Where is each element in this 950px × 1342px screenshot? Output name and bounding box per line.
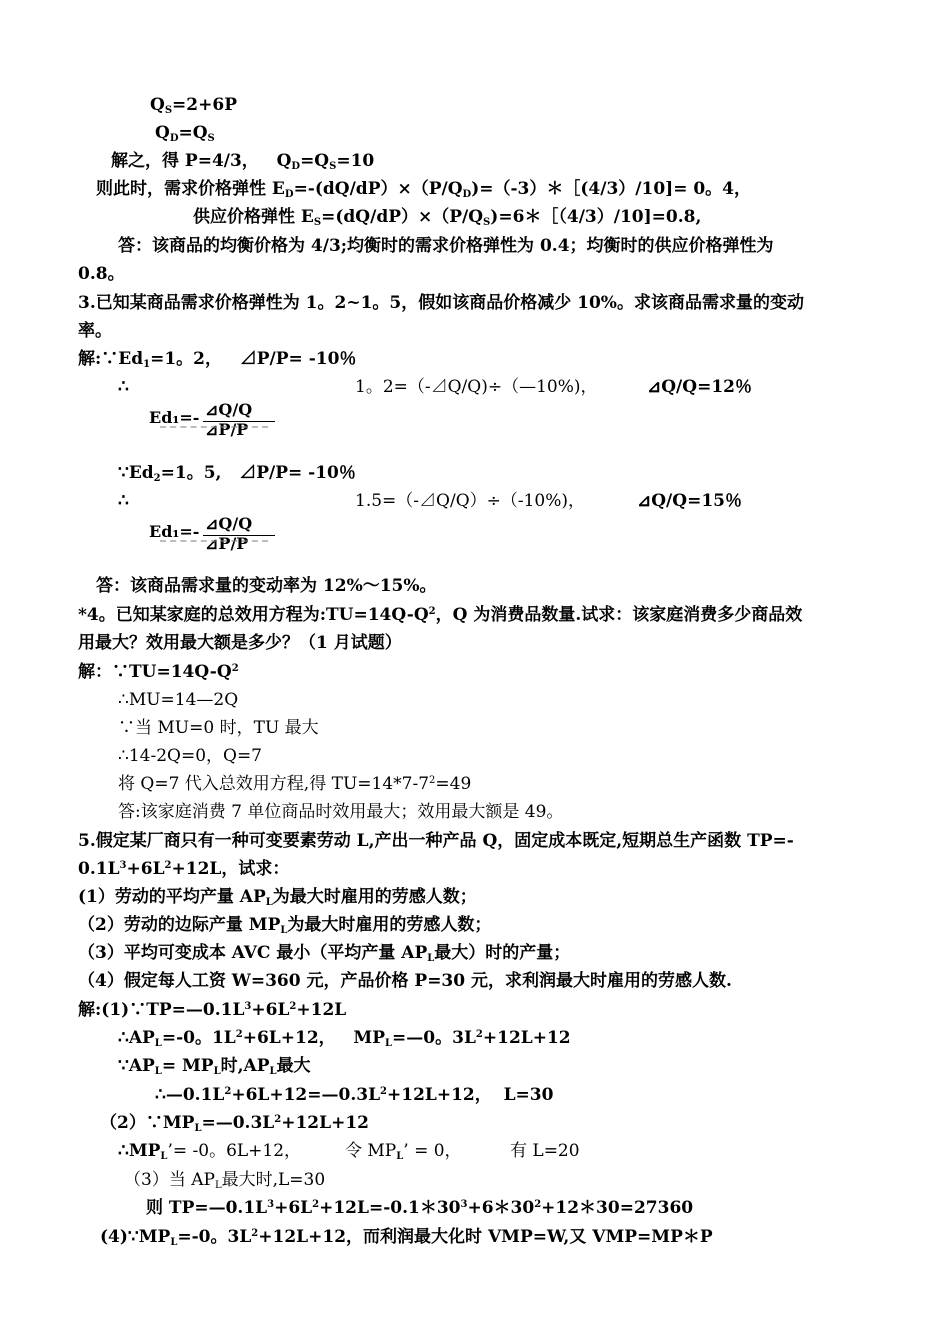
answer-4: 答:该家庭消费 7 单位商品时效用最大；效用最大额是 49。	[118, 802, 564, 822]
therefore-symbol: ∴	[118, 377, 129, 397]
solution-5-tp-value: 则 $TP=—0.1L^3+6L^2+12L=-0.1*30^3+6*30^2+12*30=27360$	[146, 1198, 694, 1218]
question-4-cont: 用最大？效用最大额是多少？（1 月试题）	[78, 633, 402, 653]
question-3: 3.已知某商品需求价格弹性为 1。2~1。5，假如该商品价格减少 10%。求该商品需求量的变动	[78, 293, 804, 313]
solution-5-part-4: $(4)\because MP_L=-0$。$3L^2+12L+12$，而利润最大化时 VMP=W,又 VMP=MP＊P	[100, 1227, 713, 1248]
equation-supply: $Q_S=2+6P$	[150, 95, 237, 116]
calc-line-2: 1.5=（-⊿Q/Q）÷（-10%)，	[355, 491, 586, 511]
question-5-part-2: （2）劳动的边际产量 $MP_L$为最大时雇用的劳感人数；	[78, 915, 492, 936]
fraction-lhs: Ed₁=-	[149, 408, 200, 427]
answer-3: 答：该商品需求量的变动率为 12%～15%。	[96, 576, 437, 596]
question-5-cont: $0.1L^3+6L^2+12L$，试求：	[78, 859, 290, 879]
solution-5-l30: $\therefore—0.1L^2+6L+12=—0.3L^2+12L+12$， L=30	[155, 1085, 554, 1105]
solution-5-condition: $\because AP_L= MP_L$时$,AP_L$最大	[118, 1056, 311, 1077]
fraction-numerator: ⊿Q/Q	[205, 514, 253, 533]
solution-5-part-2: $(2)\because MP_L=—0.3L^2+12L+12$	[100, 1113, 369, 1134]
solution-4-q: ∴14-2Q=0，Q=7	[118, 746, 263, 766]
fraction-denominator: ⊿P/P	[205, 420, 249, 439]
solution-5-tp: 解$:(1)\because TP=—0.1L^3+6L^2+12L$	[78, 1000, 347, 1020]
result-line-2: ⊿Q/Q=15％	[637, 491, 742, 511]
solution-4-substitute: 将 Q=7 代入总效用方程,得 $TU=14*7-7^2=49$	[118, 774, 472, 794]
answer-line-cont: 0.8。	[78, 264, 125, 284]
question-3-cont: 率。	[78, 321, 112, 341]
demand-elasticity-line: 则此时，需求价格弹性 $E_D=-(dQ/dP)\times(P/Q_D)=(-3)*[(4/3)/10]= 0$。4，	[96, 179, 752, 200]
answer-line: 答：该商品的均衡价格为 4/3;均衡时的需求价格弹性为 0.4；均衡时的供应价格弹性为	[118, 236, 774, 256]
question-5-part-1: (1）劳动的平均产量 $AP_L$为最大时雇用的劳感人数；	[78, 887, 477, 908]
calc-line-1: 1。2=（-⊿Q/Q)÷（—10%)，	[355, 377, 598, 397]
equation-equilibrium: $Q_D=Q_S$	[155, 123, 215, 144]
question-5-part-3: （3）平均可变成本 AVC 最小（平均产量 $AP_L$最大）时的产量；	[78, 943, 571, 964]
solution-4-mu: ∴MU=14—2Q	[118, 690, 239, 710]
result-line-1: ⊿Q/Q=12％	[647, 377, 752, 397]
overlap-artifact	[160, 426, 268, 434]
solution-5-part-3: （3）当 $AP_L$最大时,L=30	[124, 1170, 326, 1191]
solution-line: 解之，得 P=4/3， $Q_D=Q_S=10$	[111, 151, 375, 172]
solution-4-tu: 解：$\because TU=14Q-Q^2$	[78, 662, 239, 682]
fraction-denominator: ⊿P/P	[205, 534, 249, 553]
question-5: 5.假定某厂商只有一种可变要素劳动 L,产出一种产品 Q，固定成本既定,短期总生产函数 TP=-	[78, 831, 794, 851]
solution-ed1: 解$:\because Ed_1=1$。2， ⊿P/P= -10％	[78, 349, 357, 370]
solution-5-l20: 有 L=20	[510, 1141, 580, 1161]
solution-5-ap-mp: $\therefore AP_L=-0$。$1L^2+6L+12$， $MP_L=—0$。$3L^2+12L+12$	[118, 1028, 571, 1049]
supply-elasticity-line: 供应价格弹性 $E_S=(dQ/dP)\times(P/Q_S)=6*[(4/3)/10]=0.8$,	[193, 207, 702, 228]
solution-5-set-zero: 令 $MP_L$’ = 0，	[345, 1141, 462, 1162]
fraction-numerator: ⊿Q/Q	[205, 400, 253, 419]
fraction-lhs: Ed₁=-	[149, 522, 200, 541]
solution-5-derivative: $\therefore MP_L’= -0$。6L+12，	[118, 1141, 302, 1162]
therefore-symbol: ∴	[118, 491, 129, 511]
question-4: *4。已知某家庭的总效用方程为$:TU=14Q-Q^2$，Q 为消费品数量.试求：该家庭消费多少商品效	[78, 605, 803, 625]
solution-4-condition: ∵当 MU=0 时，TU 最大	[118, 718, 319, 738]
question-5-part-4: （4）假定每人工资 W=360 元，产品价格 P=30 元，求利润最大时雇用的劳感人数.	[78, 971, 732, 991]
solution-ed2: $\because Ed_2=1$。5, ⊿P/P= -10％	[118, 463, 356, 484]
overlap-artifact	[160, 540, 268, 548]
